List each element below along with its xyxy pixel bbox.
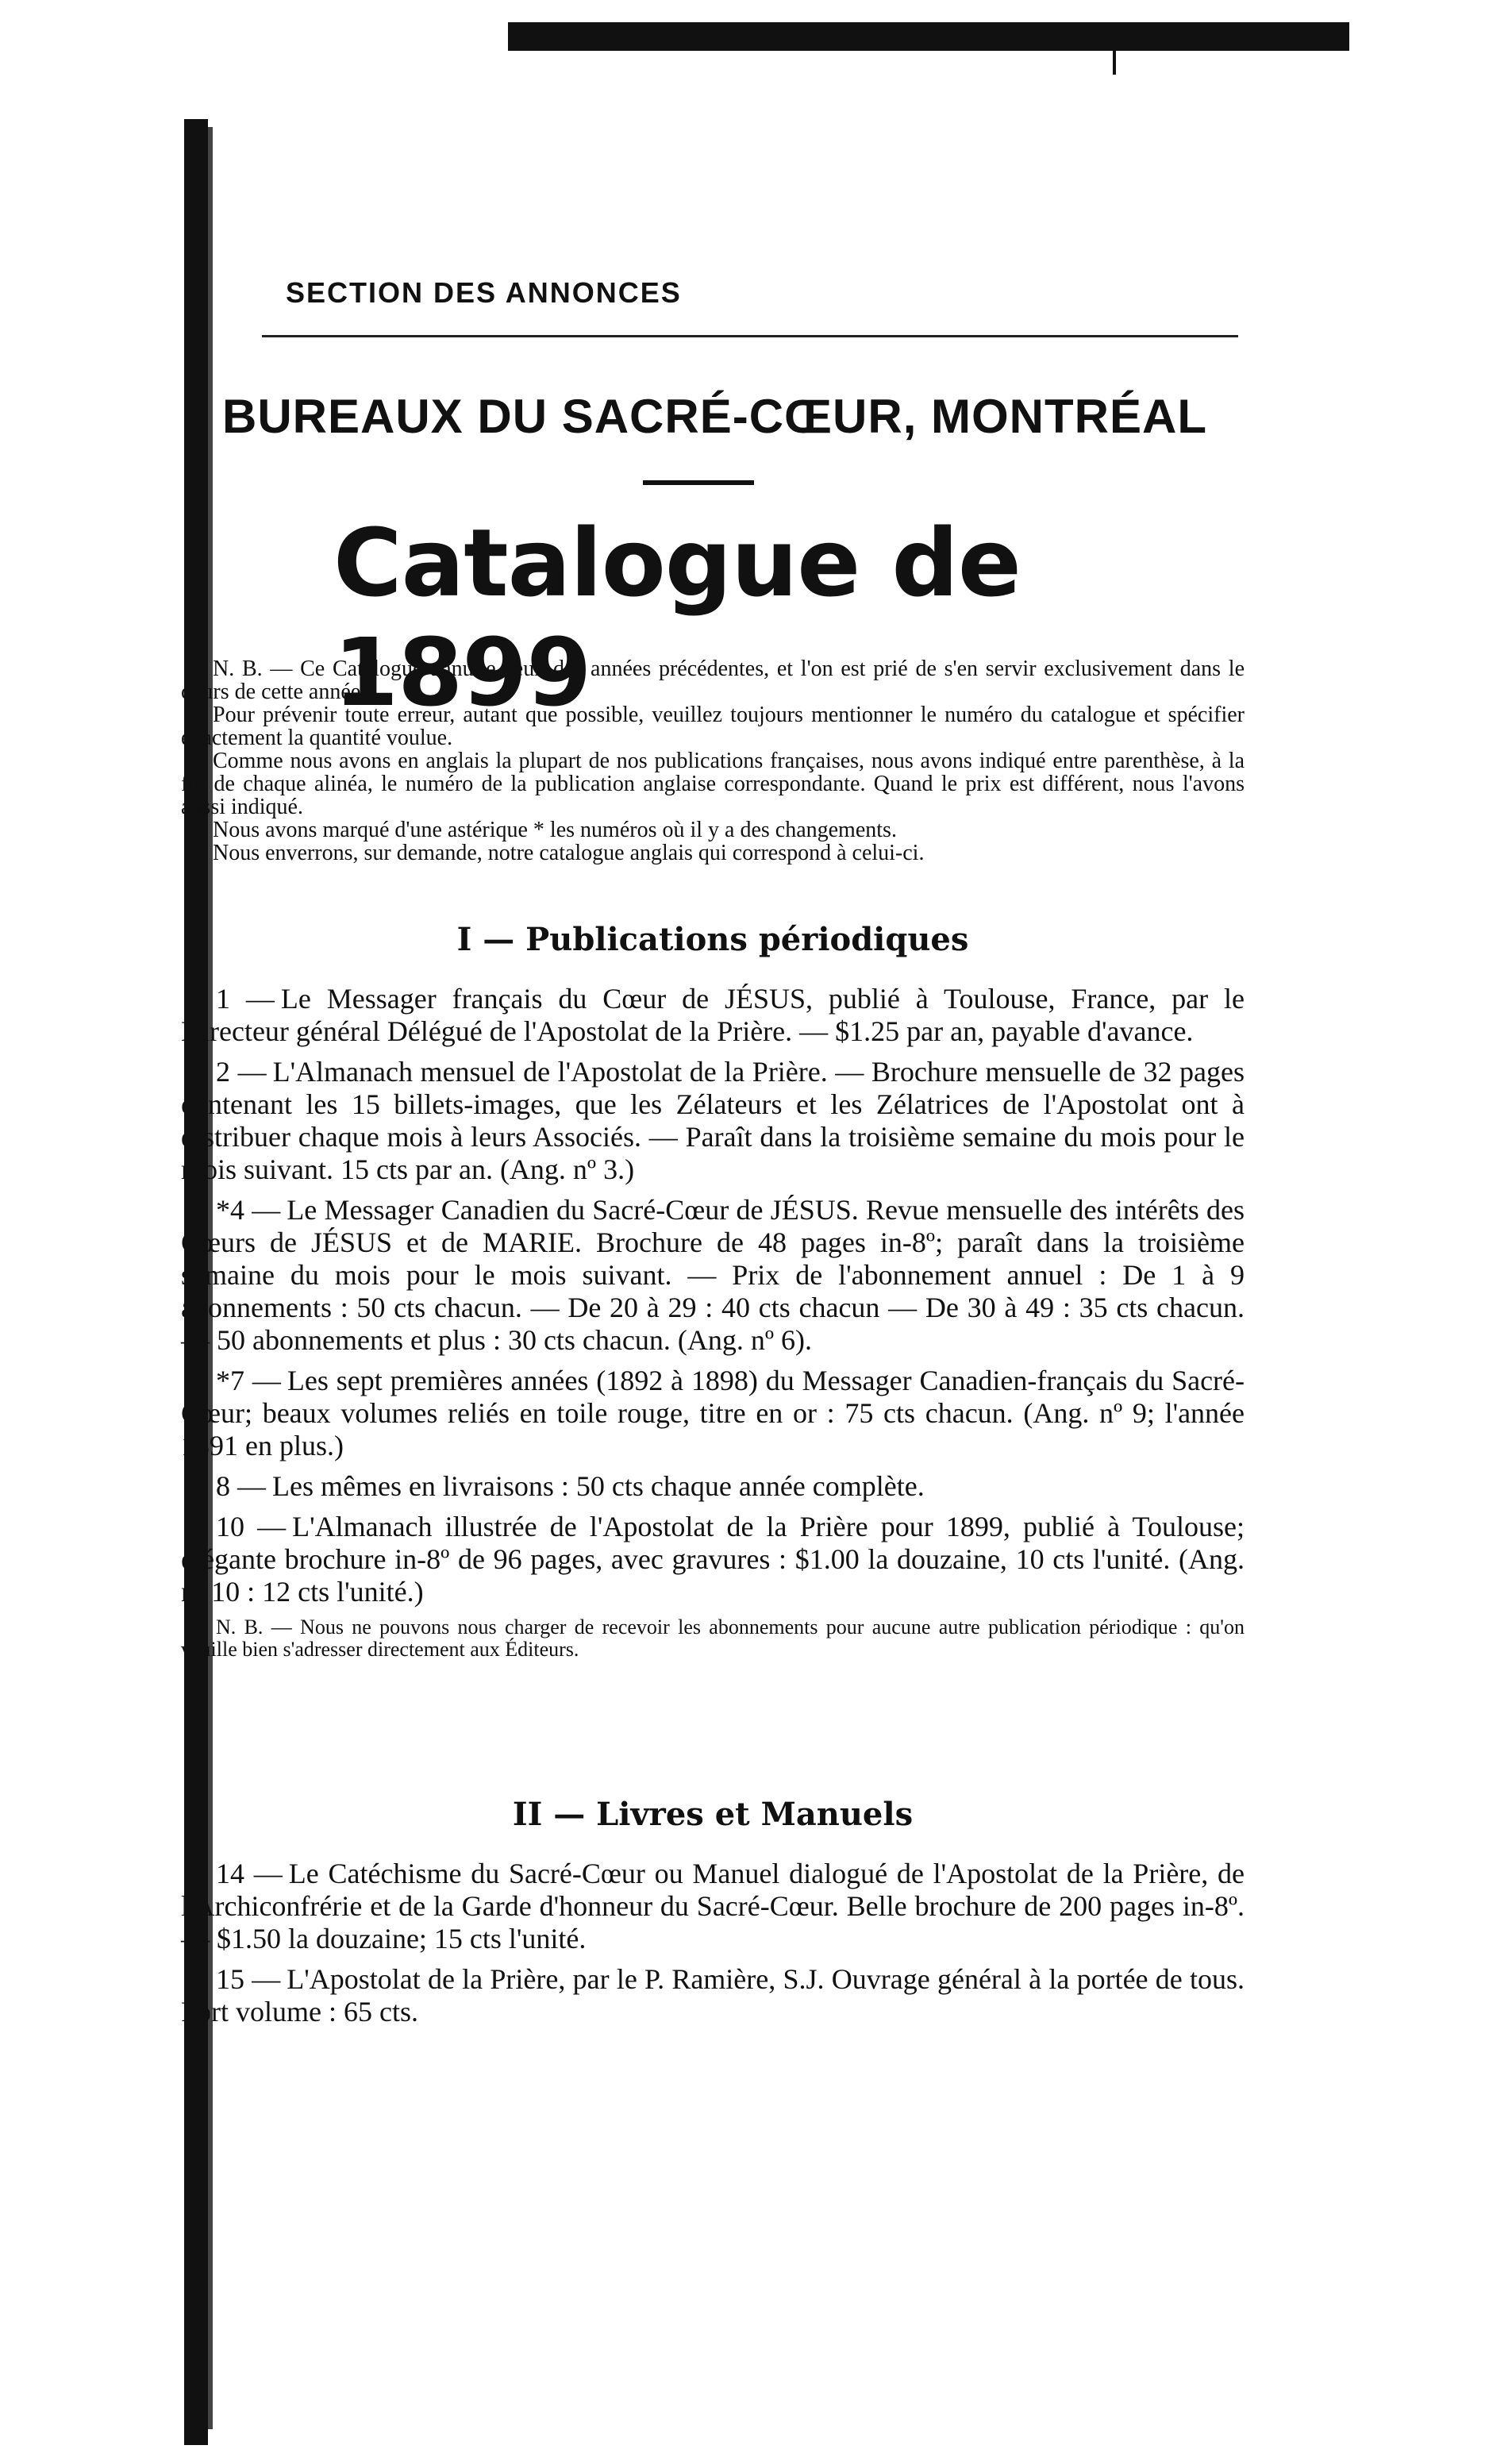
- books-list: [181, 1858, 1245, 2036]
- entry-text: Le Messager Canadien du Sacré-Cœur de JÉSUS. Revue mensuelle des intérêts des Cœurs de JÉSUS et de MARIE. Brochure de 48 pages in-8º; paraît dans la troisième semaine du mois pour le mois suivant. — Prix de l'abonnement annuel : De 1 à 9 abonnements : 50 cts chacun. — De 20 à 29 : 40 cts chacun — De 30 à 49 : 35 cts chacun. — 50 abonnements et plus : 30 cts chacun. (Ang. nº 6).: [181, 1194, 1245, 1356]
- entry-text: Les sept premières années (1892 à 1898) du Messager Canadien-français du Sacré-Cœur; beaux volumes reliés en toile rouge, titre en or : 75 cts chacun. (Ang. nº 9; l'année 1891 en plus.): [181, 1365, 1245, 1461]
- catalogue-entry: [181, 1365, 1245, 1462]
- notes-block: [181, 657, 1245, 865]
- note-paragraph: Comme nous avons en anglais la plupart de nos publications françaises, nous avons indiqué entre parenthèse, à la fin de chaque alinéa, le numéro de la publication anglaise correspondante. Quand le prix est différent, nous l'avons aussi indiqué.: [181, 749, 1245, 819]
- entry-text: Le Catéchisme du Sacré-Cœur ou Manuel dialogué de l'Apostolat de la Prière, de l'Archiconfrérie et de la Garde d'honneur du Sacré-Cœur. Belle brochure de 200 pages in-8º. — $1.50 la douzaine; 15 cts l'unité.: [181, 1858, 1245, 1954]
- nb-note: N. B. — Nous ne pouvons nous charger de recevoir les abonnements pour aucune autre publication périodique : qu'on veuille bien s'adresser directement aux Éditeurs.: [181, 1615, 1245, 1661]
- section-header: SECTION DES ANNONCES: [286, 276, 682, 309]
- note-paragraph: Pour prévenir toute erreur, autant que possible, veuillez toujours mentionner le numéro du catalogue et spécifier exactement la quantité voulue.: [181, 703, 1245, 750]
- entry-text: L'Almanach illustrée de l'Apostolat de la Prière pour 1899, publié à Toulouse; élégante brochure in-8º de 96 pages, avec gravures : $1.00 la douzaine, 10 cts l'unité. (Ang. nº 10 : 12 cts l'unité.): [181, 1511, 1245, 1608]
- entry-number: *7 —: [216, 1365, 281, 1396]
- note-paragraph: Nous avons marqué d'une astérique * les numéros où il y a des changements.: [213, 818, 897, 842]
- entry-number: 14 —: [216, 1858, 283, 1889]
- entry-number: 8 —: [216, 1470, 266, 1502]
- catalogue-entry: [181, 1511, 1245, 1608]
- entry-number: 15 —: [216, 1963, 281, 1995]
- note-paragraph: N. B. — Ce Catalogue annulle ceux des années précédentes, et l'on est prié de s'en servir exclusivement dans le cours de cette année.: [181, 657, 1245, 704]
- entry-text: L'Almanach mensuel de l'Apostolat de la Prière. — Brochure mensuelle de 32 pages contenant les 15 billets-images, que les Zélateurs et les Zélatrices de l'Apostolat ont à distribuer chaque mois à leurs Associés. — Paraît dans la troisième semaine du mois pour le mois suivant. 15 cts par an. (Ang. nº 3.): [181, 1056, 1245, 1185]
- periodicals-list: [181, 983, 1245, 1675]
- catalogue-entry: [181, 1470, 1245, 1503]
- entry-text: Le Messager français du Cœur de JÉSUS, publié à Toulouse, France, par le Directeur général Délégué de l'Apostolat de la Prière. — $1.25 par an, payable d'avance.: [181, 983, 1245, 1047]
- entry-number: 2 —: [216, 1056, 267, 1088]
- bureau-title: BUREAUX DU SACRÉ-CŒUR, MONTRÉAL: [222, 390, 1207, 443]
- section-heading-books: II — Livres et Manuels: [512, 1796, 914, 1833]
- entry-number: 10 —: [216, 1511, 287, 1542]
- catalogue-entry: [181, 1056, 1245, 1186]
- catalogue-entry: [181, 1858, 1245, 1955]
- catalogue-entry: [181, 1963, 1245, 2028]
- section-heading-periodicals: I — Publications périodiques: [456, 921, 969, 958]
- scan-border-top: [508, 22, 1349, 51]
- title-divider: [643, 480, 754, 485]
- note-paragraph: Nous enverrons, sur demande, notre catalogue anglais qui correspond à celui-ci.: [213, 841, 925, 865]
- scan-border-mark: [1113, 48, 1116, 75]
- header-rule: [262, 335, 1238, 337]
- entry-text: L'Apostolat de la Prière, par le P. Ramière, S.J. Ouvrage général à la portée de tous. Fort volume : 65 cts.: [181, 1963, 1245, 2027]
- entry-number: *4 —: [216, 1194, 281, 1226]
- catalogue-title: Catalogue de 1899: [333, 508, 1021, 727]
- entry-text: Les mêmes en livraisons : 50 cts chaque année complète.: [272, 1470, 925, 1502]
- catalogue-entry: [181, 983, 1245, 1048]
- catalogue-entry: [181, 1194, 1245, 1357]
- entry-number: 1 —: [216, 983, 275, 1015]
